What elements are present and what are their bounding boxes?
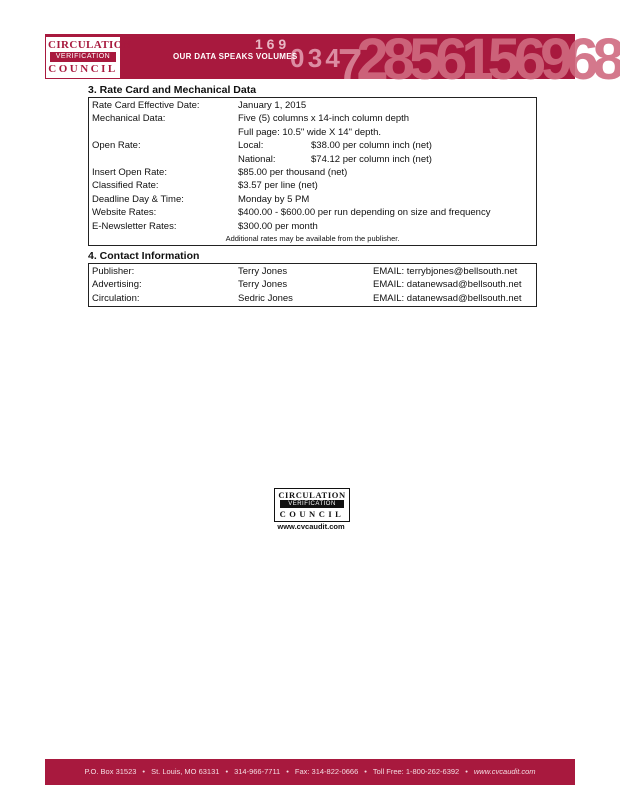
po-box: P.O. Box 31523 <box>84 767 137 776</box>
table-row <box>91 153 534 166</box>
row-value: $400.00 - $600.00 per run depending on size and frequency <box>238 207 491 219</box>
separator: • <box>286 767 289 776</box>
footer-logo-line-3: COUNCIL <box>279 509 345 519</box>
row-value: Monday by 5 PM <box>238 193 310 205</box>
row-label: Classified Rate: <box>92 180 159 192</box>
section-title: 4. Contact Information <box>88 250 200 262</box>
row-value: $3.57 per line (net) <box>238 180 318 192</box>
row-value: Full page: 10.5" wide X 14" depth. <box>238 126 382 138</box>
separator: • <box>142 767 146 776</box>
rates-note: Additional rates may be available from the publisher. <box>225 233 400 243</box>
row-label: Insert Open Rate: <box>92 166 167 178</box>
city: St. Louis, MO 63131 <box>151 767 220 776</box>
rate-card-section <box>88 84 537 246</box>
contact-email: EMAIL: terrybjones@bellsouth.net <box>373 266 518 277</box>
footer-bar <box>45 759 575 785</box>
section-title: 3. Rate Card and Mechanical Data <box>88 84 257 96</box>
footer-logo-line-2: VERIFICATION <box>280 500 344 508</box>
logo-line-3: COUNCIL <box>48 63 118 75</box>
contact-name: Sedric Jones <box>238 292 293 304</box>
row-sublabel: National: <box>238 153 276 165</box>
rate-card-box <box>88 97 537 246</box>
row-label: Mechanical Data: <box>92 113 166 125</box>
table-row <box>91 193 534 206</box>
contact-role: Publisher: <box>92 266 135 277</box>
contact-name: Terry Jones <box>238 279 288 291</box>
website-link[interactable]: www.cvcaudit.com <box>473 767 536 776</box>
row-value: Five (5) columns x 14-inch column depth <box>238 113 410 125</box>
separator: • <box>364 767 367 776</box>
contact-role: Circulation: <box>92 292 140 304</box>
footer-logo-line-1: CIRCULATION <box>278 490 346 500</box>
row-label: Deadline Day & Time: <box>92 193 184 205</box>
contact-box <box>88 263 537 307</box>
contact-name: Terry Jones <box>238 266 288 277</box>
table-row <box>91 265 534 278</box>
table-row <box>91 112 534 125</box>
decorative-numbers: $^{1 6 9}$ $^{0 3 4}$72856156968 <box>255 27 619 92</box>
toll-free: Toll Free: 1-800-262-6392 <box>372 767 460 776</box>
row-value: $74.12 per column inch (net) <box>311 153 432 165</box>
contact-email: EMAIL: datanewsad@bellsouth.net <box>373 292 522 304</box>
logo-line-2: VERIFICATION <box>50 52 116 62</box>
contact-section <box>88 250 537 307</box>
fax: Fax: 314-822-0666 <box>294 767 359 776</box>
contact-email: EMAIL: datanewsad@bellsouth.net <box>373 279 522 291</box>
row-label: Website Rates: <box>92 207 157 219</box>
tagline: OUR DATA SPEAKS VOLUMES <box>173 52 298 61</box>
table-row <box>91 166 534 179</box>
separator: • <box>225 767 229 776</box>
phone: 314-966-7711 <box>234 767 281 776</box>
footer-website-link[interactable]: www.cvcaudit.com <box>277 522 345 531</box>
row-value: $85.00 per thousand (net) <box>238 166 348 178</box>
row-value: $38.00 per column inch (net) <box>311 140 432 152</box>
table-row <box>91 292 534 305</box>
contact-role: Advertising: <box>92 279 142 291</box>
table-row <box>91 206 534 219</box>
row-value: January 1, 2015 <box>238 100 307 111</box>
logo-line-1: CIRCULATION <box>48 39 132 51</box>
cvc-logo <box>45 36 132 79</box>
table-row <box>91 139 534 152</box>
row-label: E-Newsletter Rates: <box>92 220 177 232</box>
footer-logo <box>274 488 350 522</box>
table-row <box>91 278 534 291</box>
table-row <box>91 99 534 112</box>
table-row <box>91 179 534 192</box>
row-sublabel: Local: <box>238 140 264 152</box>
row-label: Open Rate: <box>92 140 141 152</box>
row-label: Rate Card Effective Date: <box>92 100 200 111</box>
table-row <box>91 220 534 233</box>
table-row <box>91 126 534 139</box>
separator: • <box>465 767 468 776</box>
row-value: $300.00 per month <box>238 220 318 232</box>
